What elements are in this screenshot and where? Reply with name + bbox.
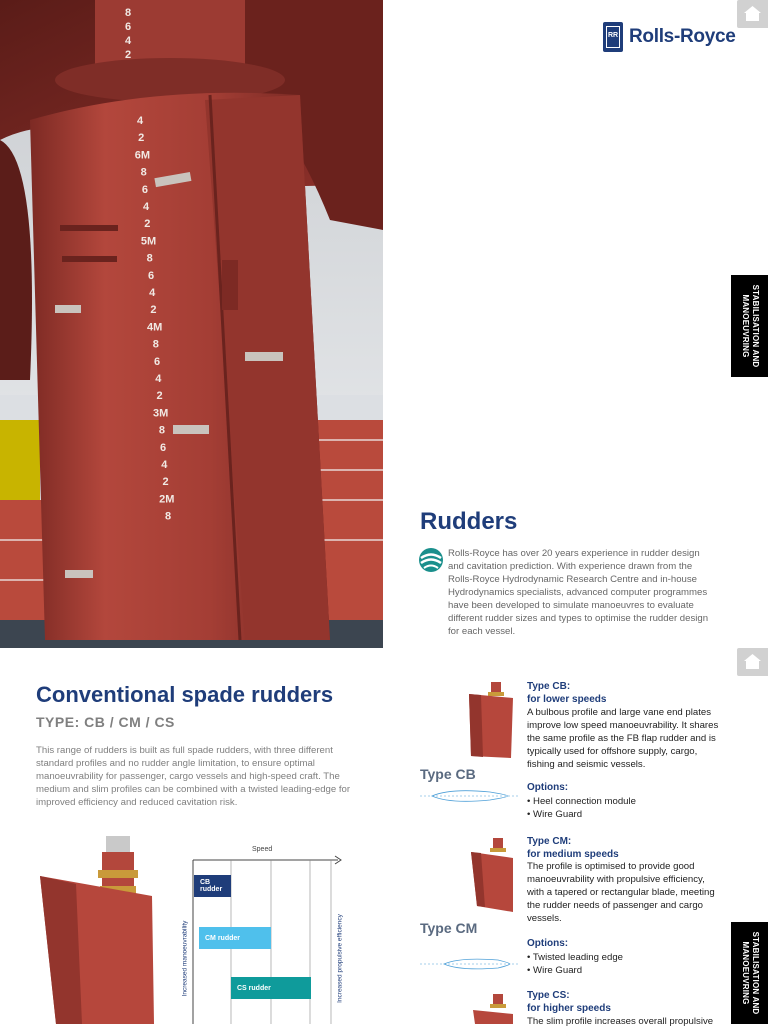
section-tab-2[interactable]: [731, 922, 768, 1024]
draft-mark: 8: [152, 338, 159, 351]
page-title: Rudders: [420, 508, 518, 535]
type-cb-option: • Heel connection module: [527, 796, 636, 807]
type-cs-title-text: Type CS:: [527, 990, 570, 1001]
type-cm-title: [527, 835, 619, 861]
speed-chart: [172, 840, 362, 1024]
type-cm-rudder-image: [463, 836, 519, 916]
type-cm-options-title: Options:: [527, 938, 569, 949]
type-cb-title-text: Type CB:: [527, 681, 571, 692]
spade-rudder-image: [36, 830, 166, 1024]
home-icon: [737, 0, 768, 28]
draft-mark: 6: [141, 183, 148, 196]
draft-mark: 6M: [134, 149, 151, 162]
type-cb-subtitle: for lower speeds: [527, 694, 607, 705]
type-cm-title-text: Type CM:: [527, 836, 572, 847]
type-cm-options: [527, 951, 623, 977]
draft-mark: 4M: [146, 321, 163, 334]
draft-mark: 4: [155, 373, 162, 385]
section-tab-label: STABILISATION AND MANOEUVRING: [740, 931, 760, 1015]
section-title: Conventional spade rudders: [36, 682, 334, 707]
type-cm-option: • Wire Guard: [527, 965, 583, 976]
rolls-royce-monogram-icon: [603, 22, 623, 52]
type-cm-profile-icon: [420, 954, 520, 974]
brand-name: Rolls-Royce: [629, 26, 736, 47]
draft-mark: 2M: [159, 493, 175, 506]
type-cs-title: [527, 989, 611, 1015]
section-tab[interactable]: [731, 275, 768, 377]
home-icon: [737, 648, 768, 676]
type-cs-body: The slim profile increases overall propulsive: [527, 1016, 714, 1027]
home-button[interactable]: [737, 0, 768, 28]
draft-mark: 5M: [140, 235, 157, 248]
draft-mark: 2: [144, 218, 151, 231]
chart-bar-cs-label: CS rudder: [237, 984, 271, 992]
type-cs-subtitle: for higher speeds: [527, 1003, 611, 1014]
monogram-text: RR: [607, 32, 619, 39]
draft-mark: 6: [124, 21, 132, 33]
draft-mark: 2: [124, 49, 132, 61]
type-cs-rudder-image: [463, 992, 519, 1024]
draft-mark: 6: [147, 269, 155, 282]
chart-bar-cm-label: CM rudder: [205, 934, 240, 942]
draft-mark: 2: [156, 390, 163, 403]
draft-mark: 6: [160, 441, 167, 454]
type-cb-profile-icon: [420, 786, 520, 806]
section-tab-label: STABILISATION AND MANOEUVRING: [740, 284, 760, 368]
draft-mark: 4: [136, 115, 144, 127]
rudder-photo: [0, 0, 383, 648]
chart-bar-cm: [199, 927, 271, 949]
draft-mark: 4: [149, 287, 156, 299]
draft-mark: 2: [162, 476, 169, 489]
chart-bar-cs: [231, 977, 311, 999]
type-cb-options: [527, 795, 636, 821]
draft-mark: 8: [164, 510, 172, 523]
draft-mark: 4: [143, 201, 150, 213]
section-paragraph: This range of rudders is built as full spade rudders, with three different standard profiles and no rudder angle limitation, to ensure optimal manoeuvrability for passenger, cargo vessels and high-speed craft. The medium and slim profiles can be combined with a twisted leading-edge for improved efficiency and reduced cavitation risk.: [36, 745, 351, 808]
draft-mark: 8: [158, 424, 165, 437]
chart-x-label: Speed: [252, 846, 273, 853]
type-cb-title: [527, 680, 606, 706]
type-cm-tag: Type CM: [420, 920, 478, 936]
type-cb-tag: Type CB: [420, 766, 476, 782]
draft-mark: 8: [146, 252, 153, 265]
draft-mark: 6: [153, 355, 161, 368]
type-cb-option: • Wire Guard: [527, 809, 583, 820]
draft-mark: 8: [124, 7, 132, 19]
chart-y-label-left: Increased manoeuvrability: [181, 920, 189, 997]
wave-logo-icon: [418, 547, 444, 573]
type-cm-option: • Twisted leading edge: [527, 952, 623, 963]
draft-mark: 8: [140, 166, 147, 179]
draft-mark: 4: [161, 459, 168, 471]
home-button-2[interactable]: [737, 648, 768, 676]
chart-y-label-right: Increased propulsive efficiency: [336, 914, 344, 1003]
type-cm-subtitle: for medium speeds: [527, 849, 619, 860]
draft-mark: 3M: [153, 407, 169, 420]
chart-bar-cb: [194, 875, 231, 897]
type-cb-rudder-image: [463, 680, 519, 760]
draft-mark: 2: [138, 132, 145, 145]
rolls-royce-logo: [603, 21, 736, 53]
draft-mark: 4: [124, 35, 132, 47]
type-cb-options-title: Options:: [527, 782, 569, 793]
rudder-photo-illustration: [0, 0, 383, 648]
type-cm-body: The profile is optimised to provide good manoeuvrability with propulsive efficiency, with a tapered or rectangular blade, meeting the rudder needs of passenger and cargo vessels.: [527, 861, 715, 924]
chart-bar-cb-label: CB rudder: [200, 879, 223, 893]
draft-mark: 2: [150, 304, 157, 317]
type-cb-body: A bulbous profile and large vane end plates improve low speed manoeuvrability. It shares the same profile as the FB flap rudder and is typically used for offshore supply, cargo, fishing and seismic vessels.: [527, 707, 719, 770]
section-subtitle: TYPE: CB / CM / CS: [36, 714, 175, 730]
intro-paragraph: Rolls-Royce has over 20 years experience in rudder design and cavitation prediction. With experience drawn from the Rolls-Royce Hydrodynamic Research Centre and in-house Hydrodynamics specialists, advanced computer programmes have been developed to simulate manoeuvres to evaluate different rudder sizes and types to optimise the rudder design for each vessel.: [448, 548, 709, 637]
